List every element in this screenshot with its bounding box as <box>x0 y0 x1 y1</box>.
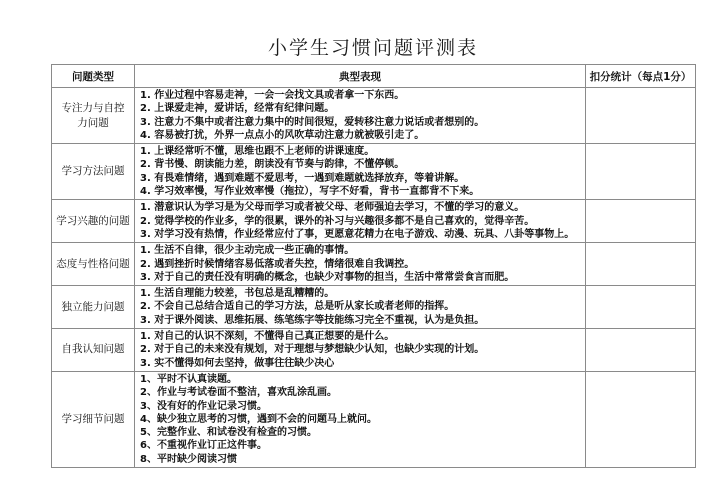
behavior-item: 3. 有畏难情绪，遇到难题不爱思考，一遇到难题就选择放弃，等着讲解。 <box>140 172 465 184</box>
behavior-item: 3. 注意力不集中或者注意力集中的时间很短，爱转移注意力说话或者想别的。 <box>140 116 485 128</box>
behavior-item: 1. 潜意识认为学习是为父母而学习或者被父母、老师强迫去学习，不懂的学习的意义。 <box>140 202 525 214</box>
behavior-item: 5、完整作业、和试卷没有检查的习惯。 <box>140 427 317 439</box>
behavior-item: 4. 容易被打扰，外界一点点小的风吹草动注意力就被吸引走了。 <box>140 129 425 141</box>
score-cell[interactable] <box>586 144 696 200</box>
behavior-item: 2. 上课爱走神，爱讲话，经常有纪律问题。 <box>140 103 335 115</box>
behavior-item: 6、不重视作业订正这件事。 <box>140 440 267 452</box>
habit-assessment-table <box>51 64 696 468</box>
header-score: 扣分统计（每点1分） <box>586 65 696 88</box>
behavior-item: 3. 对于自己的责任没有明确的概念，也缺少对事物的担当，生活中常常尝食言而肥。 <box>140 271 515 283</box>
behavior-item: 1. 对自己的认识不深刻，不懂得自己真正想要的是什么。 <box>140 331 395 343</box>
behavior-item: 1、平时不认真读题。 <box>140 373 237 385</box>
table-row <box>52 243 696 286</box>
score-cell[interactable] <box>586 200 696 243</box>
problem-category: 自我认知问题 <box>52 329 135 372</box>
behavior-item: 1. 作业过程中容易走神，一会一会找文具或者拿一下东西。 <box>140 90 405 101</box>
problem-category: 学习兴趣的问题 <box>52 200 135 243</box>
behavior-item: 2. 遇到挫折时候情绪容易低落或者失控，情绪很难自我调控。 <box>140 258 415 270</box>
score-cell[interactable] <box>586 286 696 329</box>
score-cell[interactable] <box>586 371 696 467</box>
table-row <box>52 144 696 200</box>
behavior-item: 2. 觉得学校的作业多，学的很累，课外的补习与兴趣很多都不是自己喜欢的，觉得辛苦。 <box>140 215 535 227</box>
score-cell[interactable] <box>586 243 696 286</box>
behavior-list <box>135 286 586 329</box>
behavior-item: 3. 对于课外阅读、思维拓展、练笔练字等技能练习完全不重视，认为是负担。 <box>140 314 485 326</box>
document-title: 小学生习惯问题评测表 <box>267 37 478 59</box>
header-problem-type: 问题类型 <box>52 65 135 88</box>
behavior-list <box>135 243 586 286</box>
behavior-item: 2. 不会自己总结合适自己的学习方法，总是听从家长或者老师的指挥。 <box>140 301 455 313</box>
problem-category: 独立能力问题 <box>52 286 135 329</box>
problem-category: 态度与性格问题 <box>52 243 135 286</box>
problem-category: 学习方法问题 <box>52 144 135 200</box>
table-row <box>52 88 696 144</box>
behavior-item: 2. 背书慢、朗读能力差，朗读没有节奏与韵律，不懂停顿。 <box>140 159 405 171</box>
header-typical-behavior: 典型表现 <box>135 65 586 88</box>
table-row <box>52 329 696 372</box>
behavior-item: 2. 对于自己的未来没有规划，对于理想与梦想缺少认知，也缺少实现的计划。 <box>140 344 485 356</box>
behavior-item: 4. 学习效率慢，写作业效率慢（拖拉），写字不好看，背书一直都背不下来。 <box>140 186 480 198</box>
behavior-item: 1. 生活自理能力较差，书包总是乱糟糟的。 <box>140 288 335 300</box>
problem-category: 学习细节问题 <box>52 371 135 467</box>
table-row <box>52 200 696 243</box>
behavior-list <box>135 329 586 372</box>
behavior-list <box>135 200 586 243</box>
behavior-item: 4、缺少独立思考的习惯，遇到不会的问题马上就问。 <box>140 413 377 425</box>
behavior-list <box>135 88 586 144</box>
behavior-list <box>135 144 586 200</box>
behavior-item: 3. 实不懂得如何去坚持，做事往往缺少决心 <box>140 357 335 369</box>
behavior-item: 1. 生活不自律，很少主动完成一些正确的事情。 <box>140 245 355 257</box>
score-cell[interactable] <box>586 329 696 372</box>
behavior-item: 1. 上课经常听不懂，思维也跟不上老师的讲课速度。 <box>140 146 375 158</box>
table-header-row <box>52 65 696 88</box>
behavior-item: 3. 对学习没有热情，作业经常应付了事，更愿意花精力在电子游戏、动漫、玩具、八卦等事物上。 <box>140 228 575 240</box>
table-row <box>52 286 696 329</box>
problem-category: 专注力与自控力问题 <box>52 88 135 144</box>
table-row <box>52 371 696 467</box>
behavior-item: 2、作业与考试卷面不整洁，喜欢乱涂乱画。 <box>140 387 337 399</box>
behavior-item: 8、平时缺少阅读习惯 <box>140 453 237 465</box>
behavior-list <box>135 371 586 467</box>
behavior-item: 3、没有好的作业记录习惯。 <box>140 400 267 412</box>
score-cell[interactable] <box>586 88 696 144</box>
